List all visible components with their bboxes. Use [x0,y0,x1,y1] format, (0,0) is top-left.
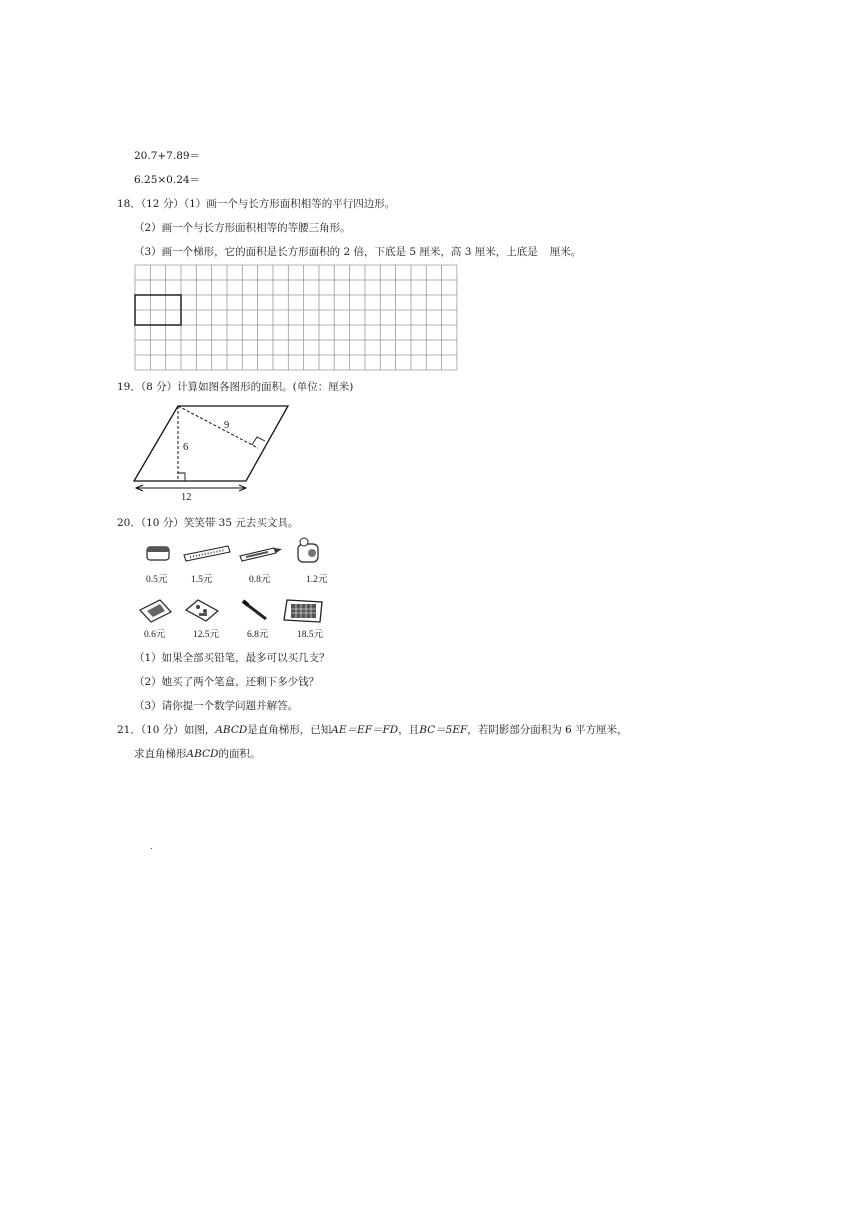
stray-dot [151,848,152,849]
q21-text-2: 是直角梯形，已知 [247,724,332,736]
q21-text-6: 的面积。 [218,748,261,760]
eraser-icon [147,547,169,560]
pencil-case-icon [186,600,218,621]
q21-equation-2: BC＝5EF [419,724,468,736]
q21-line-2 [134,747,260,761]
pencil-icon [240,548,282,561]
q21-line-1 [117,723,628,737]
q18-sub2: （2）画一个与长方形面积相等的等腰三角形。 [134,222,351,234]
q20-sub2: （2）她买了两个笔盒，还剩下多少钱？ [134,676,320,688]
price-set-square: 0.6元 [144,630,166,640]
q20-sub3: （3）请你提一个数学问题并解答。 [134,700,299,712]
q21-text-1: 如图， [183,724,216,736]
q19-number: 19． [117,381,141,393]
q21-score: （10 分） [140,724,184,736]
price-pen: 6.8元 [247,630,269,640]
calculator-icon [284,600,322,622]
q19-score: （8 分） [140,381,178,393]
set-square-icon [140,600,171,622]
calc-line-2: 6.25×0.24＝ [134,174,201,186]
label-base: 12 [181,492,192,503]
q20-number: 20． [117,517,141,529]
price-sharpener: 1.2元 [306,575,328,585]
q21-number: 21． [117,724,141,736]
q21-abcd-1: ABCD [215,724,248,736]
label-height-2: 9 [224,420,230,431]
q18-number: 18． [117,198,141,210]
q18-sub3-text: （3）画一个梯形，它的面积是长方形面积的 2 倍，下底是 5 厘米，高 3 厘米，上底是 [134,246,538,258]
label-height: 6 [183,442,189,453]
pen-icon [243,601,266,619]
q20-text: 笑笑带 35 元去买文具。 [183,517,299,529]
q20-score: （10 分） [140,517,184,529]
q18-score: （12 分） [140,198,184,210]
calc-line-1: 20.7+7.89＝ [134,150,201,162]
sharpener-icon [298,538,318,562]
price-eraser: 0.5元 [146,575,168,585]
q20-sub1: （1）如果全部买铅笔，最多可以买几支？ [134,652,330,664]
ruler-icon [184,546,230,561]
q18-sub3-unit: 厘米。 [549,246,582,258]
price-calculator: 18.5元 [297,630,324,640]
q21-text-5: 求直角梯形 [134,748,187,760]
q21-text-3: ，且 [398,724,420,736]
q19-text: 计算如图各图形的面积。(单位：厘米) [177,381,354,393]
price-ruler: 1.5元 [191,575,213,585]
price-pencil: 0.8元 [249,575,271,585]
q21-equation-1: AE＝EF＝FD [331,724,399,736]
price-pencil-case: 12.5元 [193,630,220,640]
q21-text-4: ，若阴影部分面积为 6 平方厘米， [467,724,628,736]
q21-abcd-2: ABCD [186,748,219,760]
q18-sub1: （1）画一个与长方形面积相等的平行四边形。 [183,198,396,210]
